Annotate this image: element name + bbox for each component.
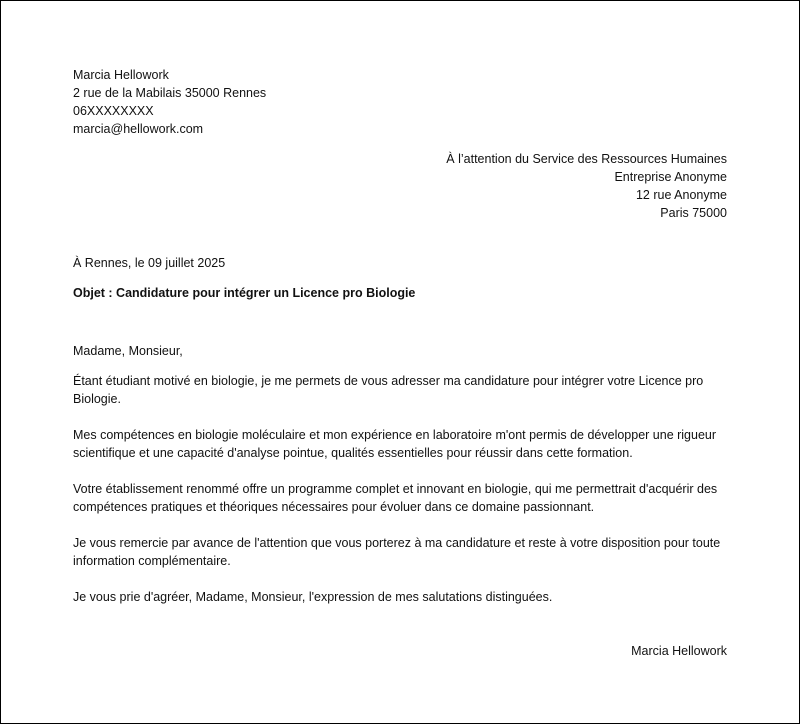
recipient-street: 12 rue Anonyme (635, 188, 727, 202)
paragraph-thanks: Je vous remercie par avance de l'attention que vous porterez à ma candidature et reste à votre disposition pour toute information complémentaire. (73, 536, 721, 568)
recipient-block (446, 150, 727, 222)
letter-body (73, 342, 733, 624)
paragraph-motivation: Votre établissement renommé offre un programme complet et innovant en biologie, qui me permettrait d'acquérir des compétences pratiques et théoriques nécessaires pour évoluer dans ce domaine passionnant. (73, 482, 718, 514)
sender-address: 2 rue de la Mabilais 35000 Rennes (73, 86, 267, 100)
sender-name: Marcia Hellowork (73, 68, 169, 82)
recipient-company: Entreprise Anonyme (614, 170, 727, 184)
letter-greeting: Madame, Monsieur, (73, 344, 183, 358)
paragraph-intro: Étant étudiant motivé en biologie, je me permets de vous adresser ma candidature pour intégrer votre Licence pro Biologie. (73, 374, 704, 406)
letter-signature: Marcia Hellowork (631, 644, 727, 658)
letter-date: À Rennes, le 09 juillet 2025 (73, 256, 226, 270)
sender-email: marcia@hellowork.com (73, 122, 204, 136)
letter-subject: Objet : Candidature pour intégrer un Licence pro Biologie (73, 286, 416, 300)
sender-phone: 06XXXXXXXX (73, 104, 154, 118)
sender-block (73, 66, 266, 138)
paragraph-closing: Je vous prie d'agréer, Madame, Monsieur, l'expression de mes salutations distinguées. (73, 590, 553, 604)
paragraph-skills: Mes compétences en biologie moléculaire et mon expérience en laboratoire m'ont permis de développer une rigueur scientifique et une capacité d'analyse pointue, qualités essentielles pour réussir dans cette formation. (73, 428, 717, 460)
recipient-city: Paris 75000 (660, 206, 727, 220)
recipient-attention: À l’attention du Service des Ressources Humaines (446, 152, 727, 166)
